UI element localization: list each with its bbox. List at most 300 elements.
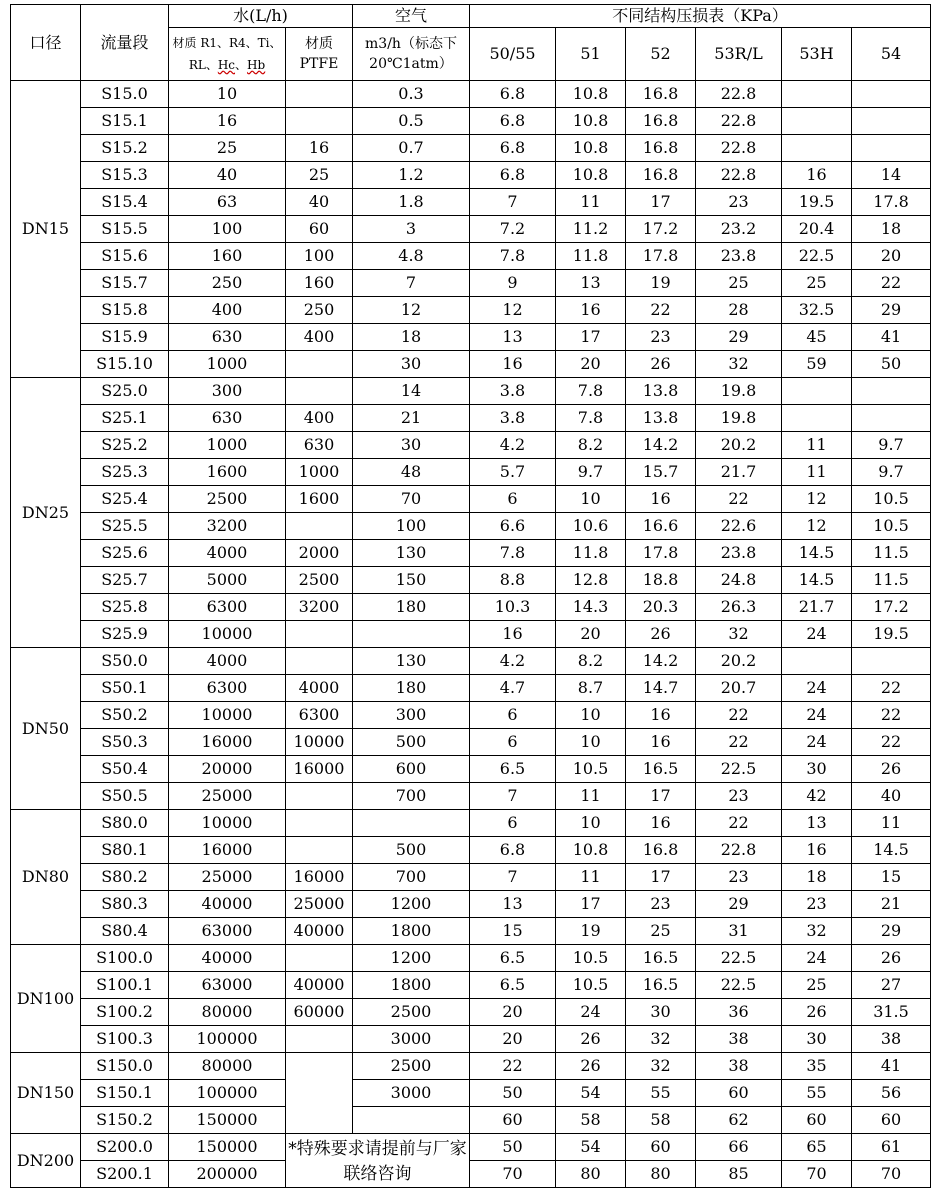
pressure-loss-cell: 15 bbox=[470, 918, 556, 945]
water-metal-cell: 150000 bbox=[169, 1134, 286, 1161]
pressure-loss-cell: 10.6 bbox=[556, 513, 626, 540]
pressure-loss-cell: 16.8 bbox=[626, 135, 696, 162]
pressure-loss-cell: 30 bbox=[782, 1026, 852, 1053]
pressure-loss-cell: 23 bbox=[782, 891, 852, 918]
water-ptfe-cell: 4000 bbox=[286, 675, 353, 702]
flow-range-cell: S25.3 bbox=[81, 459, 169, 486]
pressure-loss-cell: 60 bbox=[626, 1134, 696, 1161]
pressure-loss-cell: 10.8 bbox=[556, 135, 626, 162]
water-ptfe-cell bbox=[286, 810, 353, 837]
pressure-loss-cell: 10.5 bbox=[556, 945, 626, 972]
water-ptfe-cell bbox=[286, 351, 353, 378]
pressure-loss-cell: 4.2 bbox=[470, 648, 556, 675]
pressure-loss-cell: 54 bbox=[556, 1134, 626, 1161]
pressure-loss-cell: 7.8 bbox=[470, 540, 556, 567]
table-row bbox=[11, 999, 931, 1026]
flow-range-cell: S100.3 bbox=[81, 1026, 169, 1053]
flow-range-cell: S80.3 bbox=[81, 891, 169, 918]
flow-range-cell: S15.7 bbox=[81, 270, 169, 297]
pressure-loss-cell: 9.7 bbox=[852, 432, 931, 459]
table-row bbox=[11, 405, 931, 432]
flow-range-cell: S150.2 bbox=[81, 1107, 169, 1134]
table-row bbox=[11, 297, 931, 324]
pressure-loss-cell: 9 bbox=[470, 270, 556, 297]
pressure-loss-cell: 66 bbox=[696, 1134, 782, 1161]
pressure-loss-cell: 11 bbox=[782, 432, 852, 459]
pressure-loss-cell: 16.8 bbox=[626, 837, 696, 864]
pressure-loss-cell: 19.5 bbox=[782, 189, 852, 216]
pressure-loss-cell: 32 bbox=[782, 918, 852, 945]
pressure-loss-cell: 70 bbox=[852, 1161, 931, 1188]
flow-range-cell: S15.1 bbox=[81, 108, 169, 135]
pressure-loss-cell: 22 bbox=[696, 486, 782, 513]
pressure-loss-cell: 59 bbox=[782, 351, 852, 378]
air-flow-cell: 12 bbox=[353, 297, 470, 324]
pressure-loss-cell: 60 bbox=[852, 1107, 931, 1134]
pressure-loss-cell: 22.5 bbox=[696, 756, 782, 783]
water-metal-cell: 6300 bbox=[169, 594, 286, 621]
pressure-loss-cell: 16 bbox=[782, 162, 852, 189]
water-ptfe-cell: 40000 bbox=[286, 972, 353, 999]
flow-range-cell: S25.9 bbox=[81, 621, 169, 648]
pressure-loss-cell: 20 bbox=[556, 621, 626, 648]
pressure-loss-cell: 16.8 bbox=[626, 108, 696, 135]
pressure-loss-cell: 13 bbox=[470, 891, 556, 918]
header-pressure-loss: 不同结构压损表（KPa） bbox=[470, 5, 931, 28]
pressure-loss-cell: 24 bbox=[782, 945, 852, 972]
pressure-loss-cell: 11 bbox=[556, 783, 626, 810]
pressure-loss-cell: 36 bbox=[696, 999, 782, 1026]
air-flow-cell: 1.2 bbox=[353, 162, 470, 189]
pressure-loss-cell: 16 bbox=[626, 702, 696, 729]
water-ptfe-cell: 3200 bbox=[286, 594, 353, 621]
pressure-loss-cell bbox=[852, 81, 931, 108]
pressure-loss-cell: 22.5 bbox=[696, 945, 782, 972]
pressure-loss-cell: 7.8 bbox=[470, 243, 556, 270]
pressure-loss-cell: 24 bbox=[782, 621, 852, 648]
water-metal-cell: 10000 bbox=[169, 702, 286, 729]
air-flow-cell: 700 bbox=[353, 783, 470, 810]
header-water-material-metal bbox=[169, 28, 286, 81]
pressure-loss-cell: 10.5 bbox=[556, 972, 626, 999]
pressure-loss-cell: 32 bbox=[626, 1053, 696, 1080]
table-row bbox=[11, 1080, 931, 1107]
flow-range-cell: S15.8 bbox=[81, 297, 169, 324]
pressure-loss-cell: 22.6 bbox=[696, 513, 782, 540]
water-ptfe-cell bbox=[286, 81, 353, 108]
pressure-loss-cell: 16.8 bbox=[626, 162, 696, 189]
pressure-loss-cell: 6 bbox=[470, 810, 556, 837]
pressure-loss-cell: 8.2 bbox=[556, 648, 626, 675]
table-row bbox=[11, 540, 931, 567]
water-metal-cell: 16000 bbox=[169, 837, 286, 864]
pressure-loss-cell: 10.5 bbox=[852, 513, 931, 540]
flow-range-cell: S15.6 bbox=[81, 243, 169, 270]
water-metal-cell: 80000 bbox=[169, 999, 286, 1026]
pressure-loss-cell: 14 bbox=[852, 162, 931, 189]
pressure-loss-cell: 22 bbox=[852, 270, 931, 297]
header-water-material-metal-line2: RL、Hc、Hb bbox=[188, 58, 266, 72]
pressure-loss-cell: 20 bbox=[556, 351, 626, 378]
pressure-loss-cell: 20 bbox=[470, 1026, 556, 1053]
flow-range-cell: S15.3 bbox=[81, 162, 169, 189]
pressure-loss-cell: 11 bbox=[782, 459, 852, 486]
pressure-loss-cell: 18 bbox=[782, 864, 852, 891]
pressure-loss-cell: 30 bbox=[782, 756, 852, 783]
pressure-loss-cell: 7 bbox=[470, 864, 556, 891]
pressure-loss-cell bbox=[852, 405, 931, 432]
pressure-loss-cell: 29 bbox=[852, 297, 931, 324]
water-metal-cell: 6300 bbox=[169, 675, 286, 702]
pressure-loss-cell: 16.5 bbox=[626, 945, 696, 972]
air-flow-cell: 18 bbox=[353, 324, 470, 351]
pressure-loss-cell: 14.3 bbox=[556, 594, 626, 621]
pressure-loss-cell: 58 bbox=[626, 1107, 696, 1134]
pressure-loss-cell: 26 bbox=[556, 1053, 626, 1080]
pressure-loss-cell: 23.8 bbox=[696, 243, 782, 270]
pressure-loss-cell: 16 bbox=[556, 297, 626, 324]
pressure-loss-cell: 60 bbox=[696, 1080, 782, 1107]
water-metal-cell: 630 bbox=[169, 324, 286, 351]
pressure-loss-cell: 12 bbox=[782, 486, 852, 513]
pressure-loss-cell: 11.5 bbox=[852, 567, 931, 594]
pressure-loss-cell: 22 bbox=[696, 729, 782, 756]
table-row bbox=[11, 567, 931, 594]
water-metal-cell: 5000 bbox=[169, 567, 286, 594]
caliber-cell: DN200 bbox=[11, 1134, 81, 1188]
air-flow-cell: 21 bbox=[353, 405, 470, 432]
header-structure-53h: 53H bbox=[782, 28, 852, 81]
pressure-loss-cell: 17 bbox=[626, 783, 696, 810]
pressure-loss-cell: 10 bbox=[556, 486, 626, 513]
water-metal-cell: 40000 bbox=[169, 945, 286, 972]
table-row bbox=[11, 810, 931, 837]
pressure-loss-cell: 15.7 bbox=[626, 459, 696, 486]
flow-range-cell: S100.2 bbox=[81, 999, 169, 1026]
pressure-loss-cell: 26.3 bbox=[696, 594, 782, 621]
table-row bbox=[11, 216, 931, 243]
pressure-loss-cell: 23 bbox=[696, 189, 782, 216]
pressure-loss-cell: 18.8 bbox=[626, 567, 696, 594]
pressure-loss-cell: 22 bbox=[852, 702, 931, 729]
air-flow-cell: 30 bbox=[353, 432, 470, 459]
water-metal-cell: 10000 bbox=[169, 810, 286, 837]
pressure-loss-cell: 8.8 bbox=[470, 567, 556, 594]
table-row bbox=[11, 837, 931, 864]
air-flow-cell: 130 bbox=[353, 648, 470, 675]
pressure-loss-cell: 30 bbox=[626, 999, 696, 1026]
pressure-loss-cell: 12 bbox=[470, 297, 556, 324]
pressure-loss-cell: 19.8 bbox=[696, 405, 782, 432]
pressure-loss-cell: 55 bbox=[782, 1080, 852, 1107]
pressure-loss-cell: 25 bbox=[696, 270, 782, 297]
pressure-loss-cell: 6.8 bbox=[470, 81, 556, 108]
pressure-loss-cell: 22.8 bbox=[696, 837, 782, 864]
pressure-loss-cell: 24 bbox=[782, 702, 852, 729]
air-flow-cell: 1800 bbox=[353, 972, 470, 999]
pressure-loss-cell: 65 bbox=[782, 1134, 852, 1161]
pressure-loss-cell: 17.2 bbox=[626, 216, 696, 243]
water-ptfe-cell: 16000 bbox=[286, 864, 353, 891]
pressure-loss-cell: 38 bbox=[696, 1026, 782, 1053]
table-row bbox=[11, 729, 931, 756]
air-flow-cell: 0.3 bbox=[353, 81, 470, 108]
pressure-loss-cell: 6.8 bbox=[470, 837, 556, 864]
pressure-loss-cell: 38 bbox=[696, 1053, 782, 1080]
water-ptfe-cell: 2000 bbox=[286, 540, 353, 567]
header-air-unit: m3/h（标态下 20℃1atm） bbox=[353, 28, 470, 81]
flow-range-cell: S50.1 bbox=[81, 675, 169, 702]
air-flow-cell: 150 bbox=[353, 567, 470, 594]
pressure-loss-cell: 15 bbox=[852, 864, 931, 891]
flow-range-cell: S50.2 bbox=[81, 702, 169, 729]
pressure-loss-cell: 7.8 bbox=[556, 378, 626, 405]
water-ptfe-cell bbox=[286, 783, 353, 810]
air-flow-cell: 2500 bbox=[353, 999, 470, 1026]
pressure-loss-cell: 20 bbox=[470, 999, 556, 1026]
pressure-loss-cell: 32.5 bbox=[782, 297, 852, 324]
pressure-loss-cell: 32 bbox=[696, 351, 782, 378]
pressure-loss-cell: 24 bbox=[782, 675, 852, 702]
water-ptfe-cell-empty bbox=[286, 1053, 353, 1134]
pressure-loss-cell: 16 bbox=[470, 351, 556, 378]
water-metal-cell: 10000 bbox=[169, 621, 286, 648]
pressure-loss-cell: 13 bbox=[782, 810, 852, 837]
pressure-loss-cell: 6.8 bbox=[470, 135, 556, 162]
pressure-loss-cell: 10 bbox=[556, 810, 626, 837]
water-metal-cell: 40 bbox=[169, 162, 286, 189]
pressure-loss-cell: 22.5 bbox=[696, 972, 782, 999]
pressure-loss-cell: 23 bbox=[696, 864, 782, 891]
table-row bbox=[11, 756, 931, 783]
pressure-loss-cell: 80 bbox=[626, 1161, 696, 1188]
pressure-loss-cell: 22 bbox=[626, 297, 696, 324]
header-water-material-ptfe: 材质 PTFE bbox=[286, 28, 353, 81]
pressure-loss-cell: 20.2 bbox=[696, 432, 782, 459]
water-ptfe-cell: 630 bbox=[286, 432, 353, 459]
pressure-loss-cell: 21.7 bbox=[782, 594, 852, 621]
pressure-loss-cell: 85 bbox=[696, 1161, 782, 1188]
air-flow-cell: 1.8 bbox=[353, 189, 470, 216]
pressure-loss-cell: 3.8 bbox=[470, 405, 556, 432]
pressure-loss-cell: 26 bbox=[852, 756, 931, 783]
water-metal-cell: 1000 bbox=[169, 351, 286, 378]
caliber-cell: DN150 bbox=[11, 1053, 81, 1134]
water-ptfe-cell bbox=[286, 945, 353, 972]
pressure-loss-cell: 62 bbox=[696, 1107, 782, 1134]
water-ptfe-cell bbox=[286, 648, 353, 675]
flow-range-cell: S15.5 bbox=[81, 216, 169, 243]
pressure-loss-cell: 26 bbox=[852, 945, 931, 972]
pressure-loss-cell: 70 bbox=[782, 1161, 852, 1188]
table-row bbox=[11, 270, 931, 297]
flow-range-cell: S50.0 bbox=[81, 648, 169, 675]
pressure-loss-cell bbox=[782, 378, 852, 405]
table-row bbox=[11, 972, 931, 999]
pressure-loss-cell: 23.2 bbox=[696, 216, 782, 243]
water-metal-cell: 160 bbox=[169, 243, 286, 270]
pressure-loss-cell: 56 bbox=[852, 1080, 931, 1107]
pressure-loss-cell: 18 bbox=[852, 216, 931, 243]
pressure-loss-cell: 16.8 bbox=[626, 81, 696, 108]
air-flow-cell: 3000 bbox=[353, 1026, 470, 1053]
pressure-loss-cell: 26 bbox=[626, 621, 696, 648]
pressure-loss-cell: 14.2 bbox=[626, 432, 696, 459]
table-row bbox=[11, 459, 931, 486]
water-metal-cell: 16000 bbox=[169, 729, 286, 756]
water-ptfe-cell: 16000 bbox=[286, 756, 353, 783]
pressure-loss-cell bbox=[782, 405, 852, 432]
air-flow-cell bbox=[353, 621, 470, 648]
flow-range-cell: S15.9 bbox=[81, 324, 169, 351]
flow-range-cell: S15.10 bbox=[81, 351, 169, 378]
header-structure-53rl: 53R/L bbox=[696, 28, 782, 81]
pressure-loss-cell: 23 bbox=[626, 891, 696, 918]
water-ptfe-cell: 1600 bbox=[286, 486, 353, 513]
pressure-loss-cell: 31 bbox=[696, 918, 782, 945]
flow-range-cell: S25.8 bbox=[81, 594, 169, 621]
water-ptfe-cell: 6300 bbox=[286, 702, 353, 729]
air-flow-cell: 0.7 bbox=[353, 135, 470, 162]
pressure-loss-cell: 19.5 bbox=[852, 621, 931, 648]
pressure-loss-cell: 11.5 bbox=[852, 540, 931, 567]
pressure-loss-cell: 17.8 bbox=[852, 189, 931, 216]
air-flow-cell: 7 bbox=[353, 270, 470, 297]
pressure-loss-cell: 11 bbox=[852, 810, 931, 837]
flow-range-cell: S25.6 bbox=[81, 540, 169, 567]
water-metal-cell: 16 bbox=[169, 108, 286, 135]
flow-range-cell: S25.7 bbox=[81, 567, 169, 594]
pressure-loss-cell: 32 bbox=[626, 1026, 696, 1053]
pressure-loss-cell: 16 bbox=[782, 837, 852, 864]
pressure-loss-cell: 10.8 bbox=[556, 837, 626, 864]
air-flow-cell: 70 bbox=[353, 486, 470, 513]
pressure-loss-cell: 22.8 bbox=[696, 135, 782, 162]
flow-range-cell: S200.1 bbox=[81, 1161, 169, 1188]
air-flow-cell: 1200 bbox=[353, 945, 470, 972]
pressure-loss-cell: 7.2 bbox=[470, 216, 556, 243]
header-structure-54: 54 bbox=[852, 28, 931, 81]
pressure-loss-cell: 10 bbox=[556, 729, 626, 756]
header-water: 水(L/h) bbox=[169, 5, 353, 28]
pressure-loss-cell: 12.8 bbox=[556, 567, 626, 594]
pressure-loss-cell: 23.8 bbox=[696, 540, 782, 567]
pressure-loss-cell: 3.8 bbox=[470, 378, 556, 405]
pressure-loss-cell: 8.7 bbox=[556, 675, 626, 702]
pressure-loss-cell: 10.8 bbox=[556, 162, 626, 189]
water-ptfe-cell: 25000 bbox=[286, 891, 353, 918]
caliber-cell: DN25 bbox=[11, 378, 81, 648]
flow-range-cell: S25.5 bbox=[81, 513, 169, 540]
water-metal-cell: 4000 bbox=[169, 648, 286, 675]
pressure-loss-cell: 24 bbox=[782, 729, 852, 756]
table-row bbox=[11, 783, 931, 810]
pressure-loss-cell: 25 bbox=[626, 918, 696, 945]
flow-range-cell: S15.0 bbox=[81, 81, 169, 108]
pressure-loss-cell: 16 bbox=[626, 729, 696, 756]
air-flow-cell: 30 bbox=[353, 351, 470, 378]
table-row bbox=[11, 1134, 931, 1161]
table-row bbox=[11, 135, 931, 162]
pressure-loss-cell: 17.8 bbox=[626, 243, 696, 270]
pressure-loss-cell: 16 bbox=[470, 621, 556, 648]
pressure-loss-cell: 22.5 bbox=[782, 243, 852, 270]
water-metal-cell: 63000 bbox=[169, 918, 286, 945]
caliber-cell: DN50 bbox=[11, 648, 81, 810]
pressure-loss-cell: 40 bbox=[852, 783, 931, 810]
pressure-loss-cell: 9.7 bbox=[852, 459, 931, 486]
table-row bbox=[11, 918, 931, 945]
water-ptfe-cell: 400 bbox=[286, 405, 353, 432]
pressure-loss-cell: 16.5 bbox=[626, 756, 696, 783]
pressure-loss-cell: 22 bbox=[470, 1053, 556, 1080]
pressure-loss-cell: 14.5 bbox=[782, 540, 852, 567]
pressure-loss-cell: 22 bbox=[696, 810, 782, 837]
pressure-loss-cell: 13.8 bbox=[626, 378, 696, 405]
air-flow-cell: 4.8 bbox=[353, 243, 470, 270]
pressure-loss-cell: 22 bbox=[852, 729, 931, 756]
header-air: 空气 bbox=[353, 5, 470, 28]
pressure-loss-cell: 17.8 bbox=[626, 540, 696, 567]
pressure-loss-cell: 6.5 bbox=[470, 972, 556, 999]
flow-range-cell: S100.0 bbox=[81, 945, 169, 972]
water-metal-cell: 4000 bbox=[169, 540, 286, 567]
pressure-loss-cell: 14.2 bbox=[626, 648, 696, 675]
caliber-cell: DN100 bbox=[11, 945, 81, 1053]
air-flow-cell: 48 bbox=[353, 459, 470, 486]
table-row bbox=[11, 432, 931, 459]
pressure-loss-cell: 10 bbox=[556, 702, 626, 729]
pressure-loss-cell: 6 bbox=[470, 702, 556, 729]
air-flow-cell: 3000 bbox=[353, 1080, 470, 1107]
water-metal-cell: 300 bbox=[169, 378, 286, 405]
air-flow-cell: 0.5 bbox=[353, 108, 470, 135]
pressure-loss-cell: 29 bbox=[696, 324, 782, 351]
water-ptfe-cell bbox=[286, 378, 353, 405]
pressure-loss-cell: 58 bbox=[556, 1107, 626, 1134]
water-metal-cell: 250 bbox=[169, 270, 286, 297]
pressure-loss-cell bbox=[852, 378, 931, 405]
pressure-loss-cell: 10.3 bbox=[470, 594, 556, 621]
pressure-loss-cell: 60 bbox=[782, 1107, 852, 1134]
water-ptfe-cell: 60 bbox=[286, 216, 353, 243]
flow-range-cell: S50.3 bbox=[81, 729, 169, 756]
pressure-loss-cell: 17 bbox=[556, 891, 626, 918]
pressure-loss-cell: 5.7 bbox=[470, 459, 556, 486]
water-metal-cell: 100 bbox=[169, 216, 286, 243]
table-row bbox=[11, 189, 931, 216]
pressure-loss-cell: 6.8 bbox=[470, 108, 556, 135]
pressure-loss-cell: 21.7 bbox=[696, 459, 782, 486]
flow-range-cell: S80.0 bbox=[81, 810, 169, 837]
flow-range-cell: S25.2 bbox=[81, 432, 169, 459]
pressure-loss-cell: 13 bbox=[556, 270, 626, 297]
pressure-loss-cell: 16.5 bbox=[626, 972, 696, 999]
pressure-loss-cell: 17.2 bbox=[852, 594, 931, 621]
table-body bbox=[11, 81, 931, 1188]
pressure-loss-cell: 41 bbox=[852, 324, 931, 351]
pressure-loss-cell: 50 bbox=[470, 1080, 556, 1107]
pressure-loss-cell bbox=[782, 135, 852, 162]
pressure-loss-cell: 54 bbox=[556, 1080, 626, 1107]
water-ptfe-cell: 160 bbox=[286, 270, 353, 297]
pressure-loss-cell: 55 bbox=[626, 1080, 696, 1107]
flow-range-cell: S25.0 bbox=[81, 378, 169, 405]
water-metal-cell: 80000 bbox=[169, 1053, 286, 1080]
water-metal-cell: 63 bbox=[169, 189, 286, 216]
pressure-loss-cell: 10.8 bbox=[556, 108, 626, 135]
air-flow-cell: 14 bbox=[353, 378, 470, 405]
